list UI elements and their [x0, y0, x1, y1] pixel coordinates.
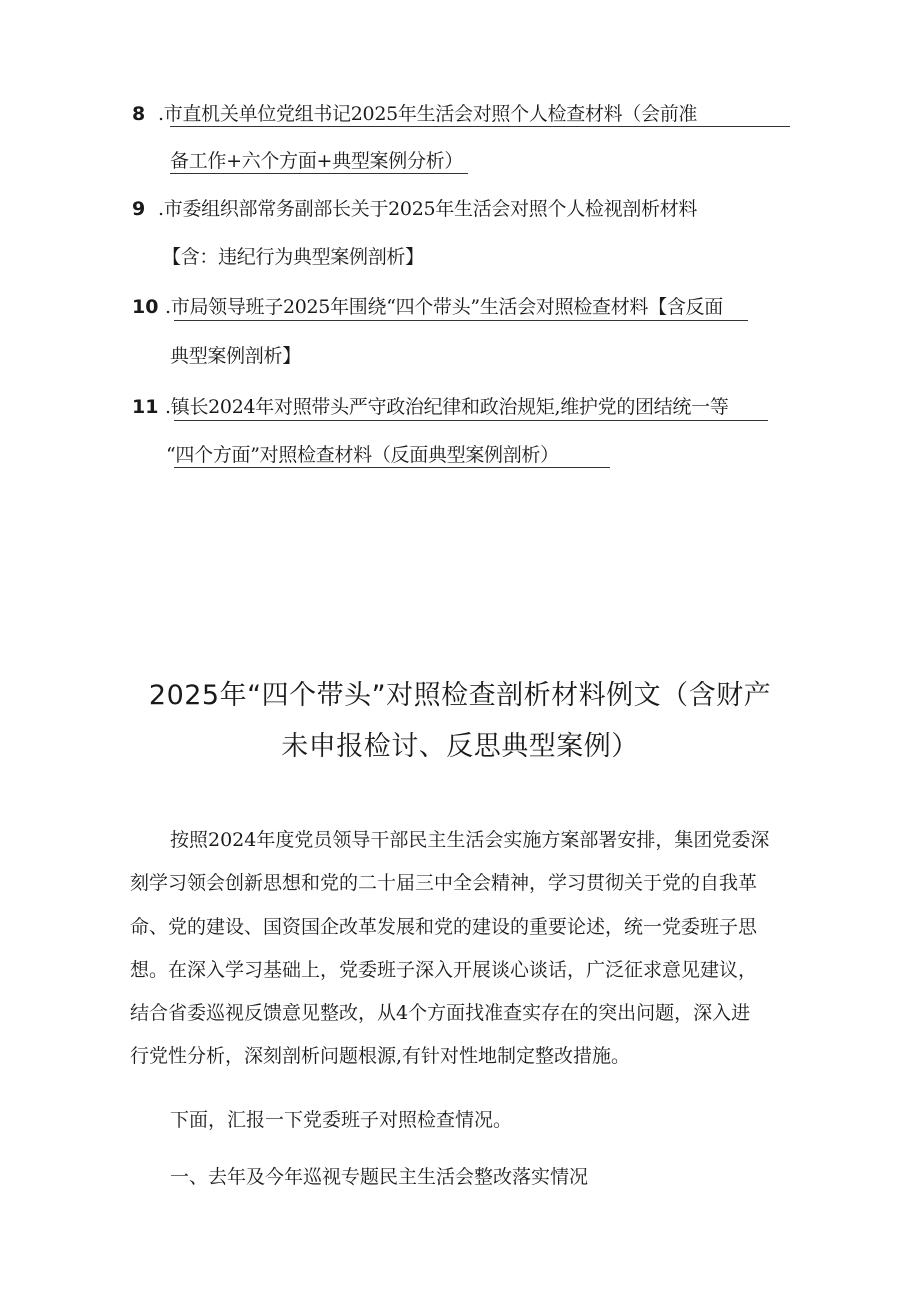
toc-item-title-line1[interactable]: .市委组织部常务副部长关于2025年生活会对照个人检视剖析材料 — [158, 198, 698, 220]
document-title-line1: 2025年“四个带头”对照检查剖析材料例文（含财产 — [148, 680, 772, 711]
toc-item-title-line1[interactable]: .镇长2024年对照带头严守政治纪律和政治规矩,维护党的团结统一等 — [165, 396, 729, 418]
toc-underline — [174, 420, 768, 421]
toc-item-number: 9 — [132, 198, 146, 220]
toc-item-title-line2[interactable]: 【含：违纪行为典型案例剖析】 — [162, 246, 424, 268]
body-paragraph-2: 下面，汇报一下党委班子对照检查情况。 — [170, 1109, 513, 1131]
toc-item-number: 11 — [132, 396, 159, 418]
toc-item-title-line2[interactable]: 备工作+六个方面+典型案例分析） — [170, 150, 464, 172]
toc-underline — [170, 173, 468, 174]
toc-underline — [170, 126, 790, 127]
toc-underline — [174, 320, 748, 321]
paragraph-line: 刻学习领会创新思想和党的二十届三中全会精神，学习贯彻关于党的自我革 — [130, 872, 758, 894]
toc-item-title-line1[interactable]: .市直机关单位党组书记2025年生活会对照个人检查材料（会前准 — [158, 103, 698, 125]
paragraph-line: 命、党的建设、国资国企改革发展和党的建设的重要论述，统一党委班子思 — [130, 916, 758, 938]
paragraph-line: 想。在深入学习基础上，党委班子深入开展谈心谈话，广泛征求意见建议， — [130, 959, 758, 981]
paragraph-line: 按照2024年度党员领导干部民主生活会实施方案部署安排，集团党委深 — [170, 829, 770, 851]
toc-item-title-line2[interactable]: 典型案例剖析】 — [170, 345, 301, 367]
paragraph-line: 结合省委巡视反馈意见整改，从4个方面找准查实存在的突出问题，深入进 — [130, 1002, 751, 1024]
toc-item-title-line2[interactable]: “四个方面”对照检查材料（反面典型案例剖析） — [166, 444, 559, 466]
toc-item-title-line1[interactable]: .市局领导班子2025年围绕“四个带头”生活会对照检查材料【含反面 — [165, 296, 723, 318]
paragraph-line: 行党性分析，深刻剖析问题根源,有针对性地制定整改措施。 — [130, 1045, 631, 1067]
toc-item-number: 8 — [132, 103, 146, 125]
toc-item-number: 10 — [132, 296, 159, 318]
toc-underline — [174, 467, 610, 468]
section-heading-1: 一、去年及今年巡视专题民主生活会整改落实情况 — [170, 1166, 589, 1188]
document-title-line2: 未申报检讨、反思典型案例） — [281, 731, 639, 762]
